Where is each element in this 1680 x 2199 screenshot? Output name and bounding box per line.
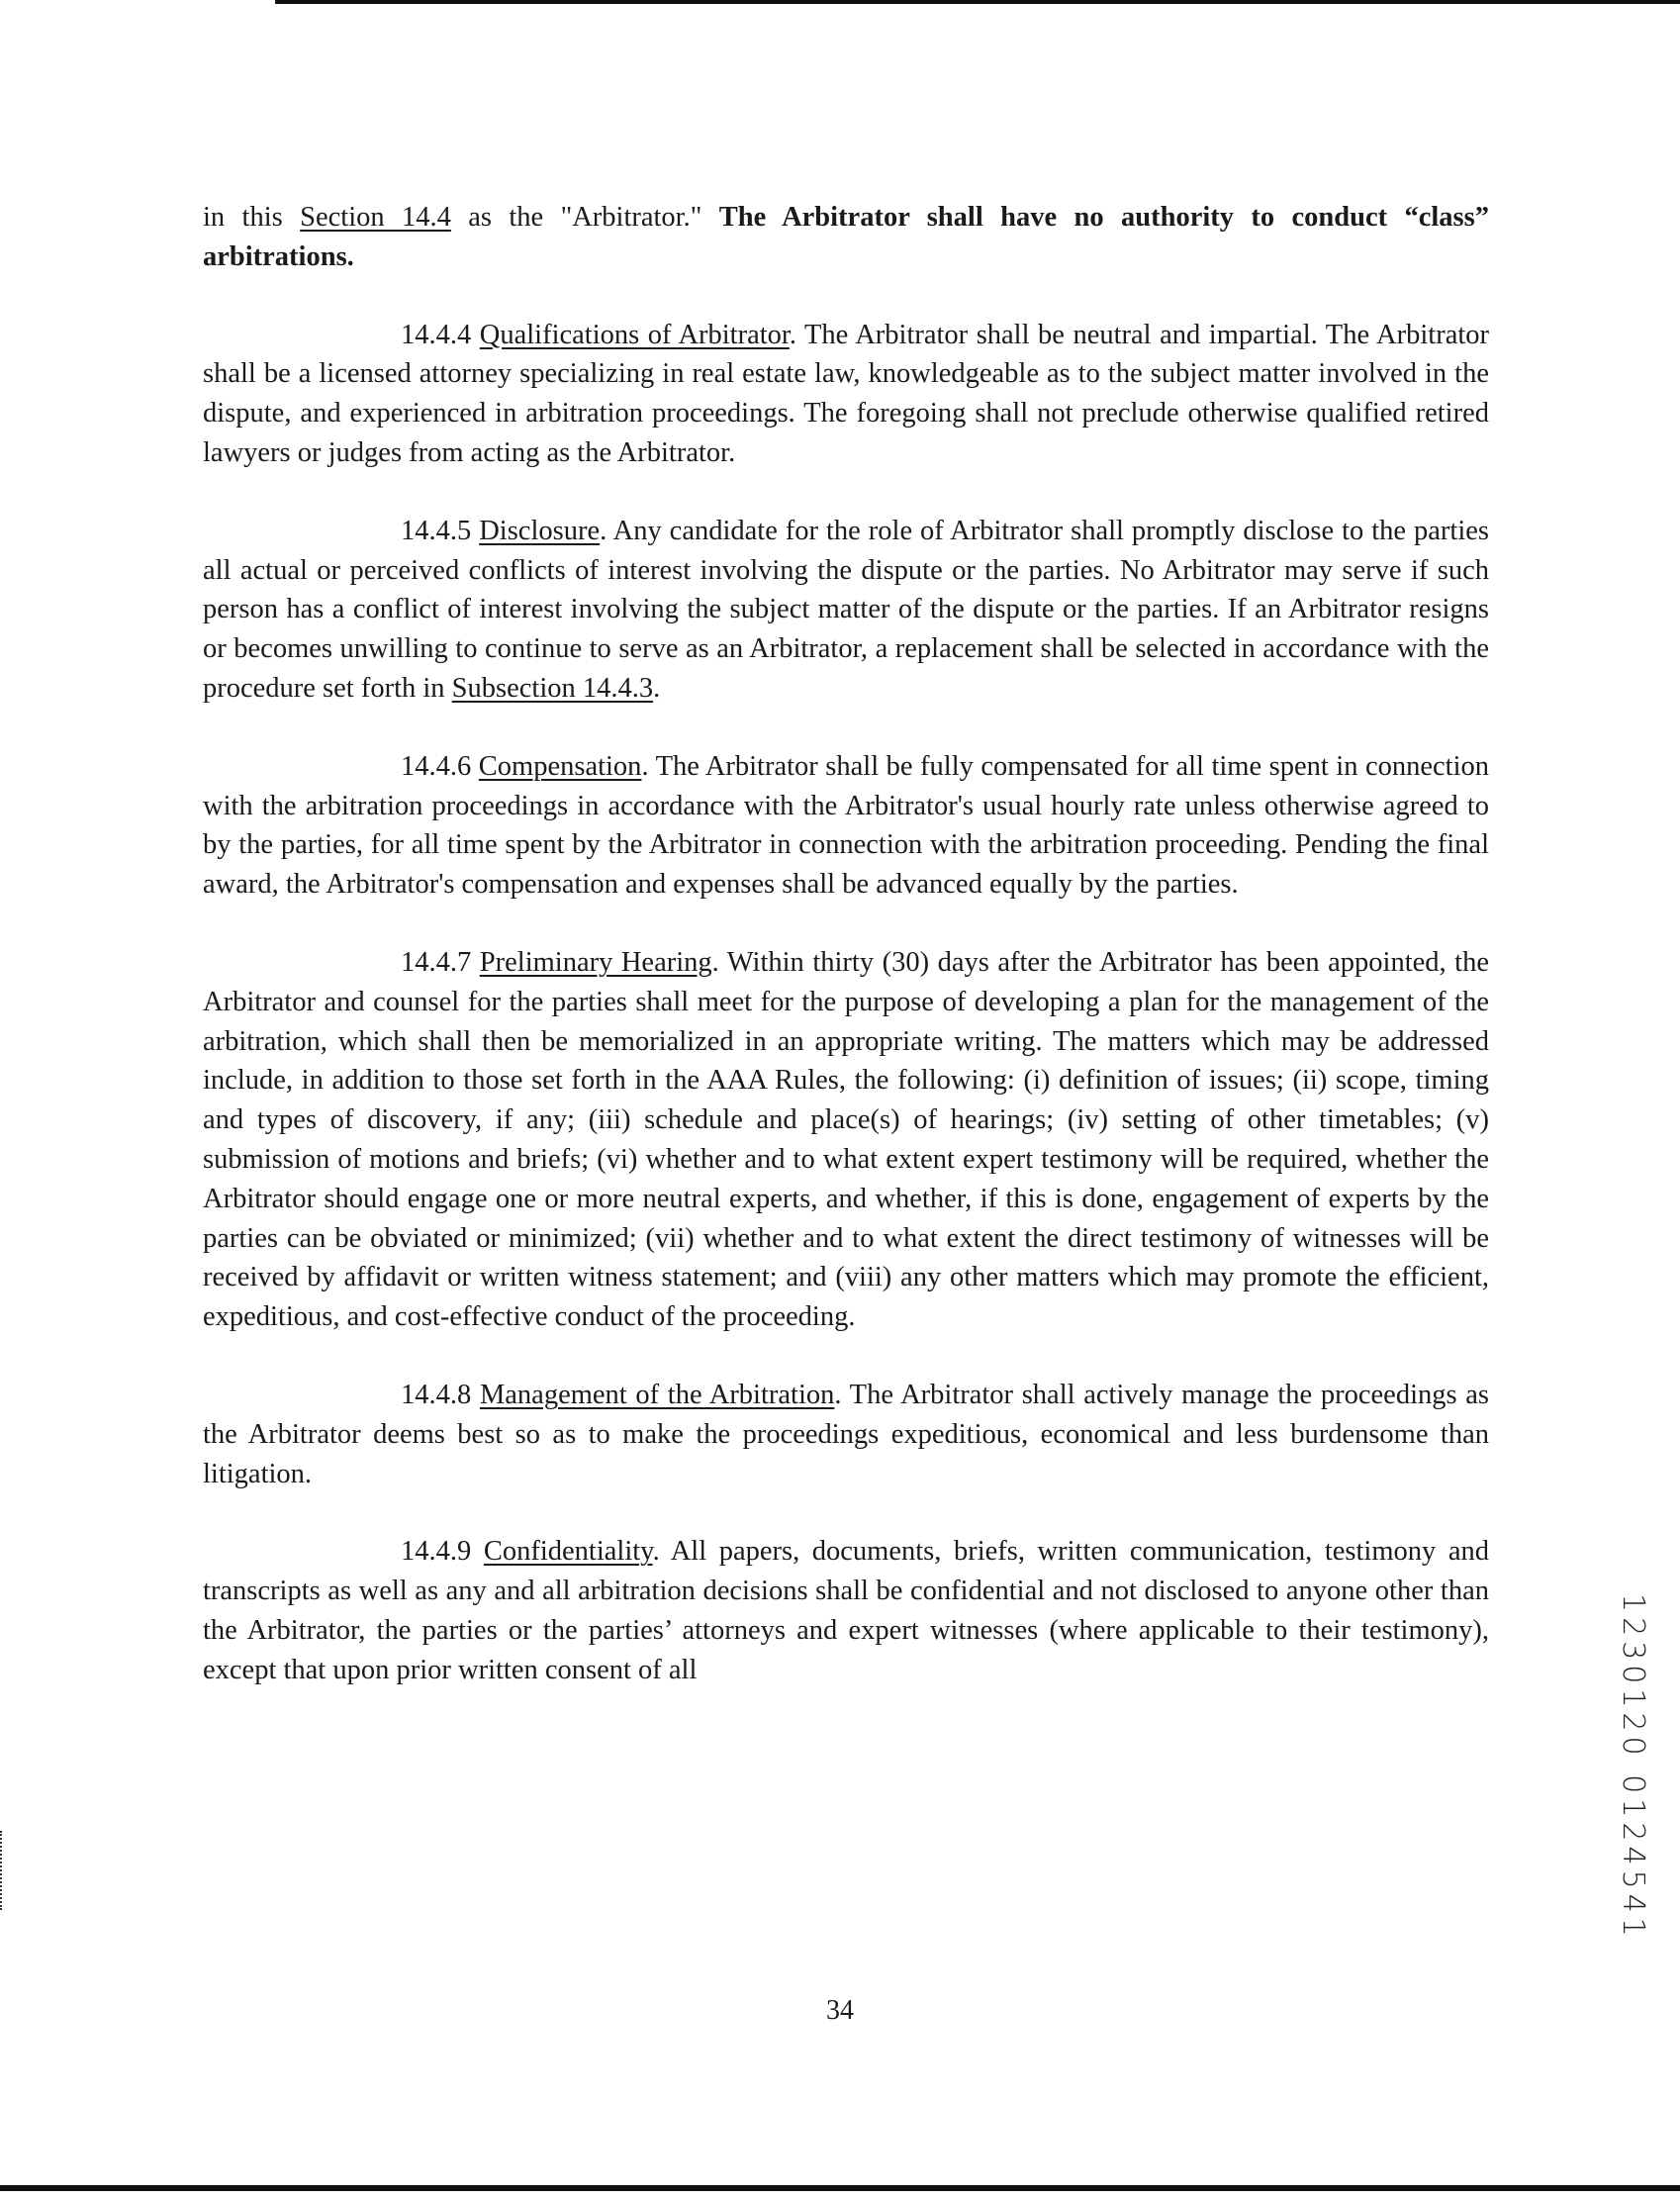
section-heading: Preliminary Hearing (479, 946, 712, 978)
section-number: 14.4.4 (401, 319, 472, 350)
section-heading: Qualifications of Arbitrator (479, 319, 790, 350)
top-scan-border (275, 0, 1680, 4)
section-number: 14.4.9 (401, 1536, 472, 1568)
document-body (203, 198, 1489, 1729)
stamp-number: 1230120 0124541 (1616, 1593, 1650, 1942)
bottom-scan-border (0, 2185, 1680, 2191)
section-text: . The Arbitrator shall be neutral and impartial. The Arbitrator shall be a licensed attorney specializing in real estate law, knowledgeable as to the subject matter involved in the dispute, and experienced in arbitration proceedings. The foregoing shall not preclude otherwise qualified retired lawyers or judges from acting as the Arbitrator. (203, 319, 1489, 468)
section-text: . The Arbitrator shall be fully compensated for all time spent in connection with the arbitration proceedings in accordance with the Arbitrator's usual hourly rate unless otherwise agreed to by the parties, for all time spent by the Arbitrator in connection with the arbitration proceeding. Pending the final award, the Arbitrator's compensation and expenses shall be advanced equally by the parties. (203, 750, 1490, 901)
section-heading: Confidentiality (483, 1536, 653, 1568)
scan-margin-marks (0, 1831, 5, 1910)
section-text: . Any candidate for the role of Arbitrator shall promptly disclose to the parties all actual or perceived conflicts of interest involving the dispute or the parties. No Arbitrator may serve if such person has a conflict of interest involving the subject matter of the dispute or the parties. If an Arbitrator resigns or becomes unwilling to continue to serve as an Arbitrator, a replacement shall be selected in accordance with the procedure set forth in (203, 515, 1489, 704)
section-heading: Disclosure (479, 515, 601, 546)
section-14-4-7 (203, 943, 1489, 1337)
page-number: 34 (826, 1995, 854, 2026)
section-reference: Section 14.4 (300, 202, 451, 233)
intro-paragraph: in this Section 14.4 as the "Arbitrator." The Arbitrator shall have no authority to conduct “class” arbitrations. (203, 202, 1489, 272)
section-text: . The Arbitrator shall actively manage the proceedings as the Arbitrator deems best so as to make the proceedings expeditious, economical and less burdensome than litigation. (203, 1379, 1490, 1489)
bold-statement: The Arbitrator shall have no authority to conduct “class” arbitrations. (203, 202, 1489, 272)
section-number: 14.4.6 (401, 750, 472, 782)
section-number: 14.4.7 (401, 946, 472, 978)
section-text: . All papers, documents, briefs, written communication, testimony and transcripts as well as any and all arbitration decisions shall be confidential and not disclosed to anyone other than the Arbitrator, the parties or the parties’ attorneys and expert witnesses (where applicable to their testimony), except that upon prior written consent of all (203, 1536, 1490, 1685)
section-number: 14.4.8 (401, 1379, 472, 1410)
section-14-4-5: 14.4.5 Disclosure. Any candidate for the role of Arbitrator shall promptly disclose to the parties all actual or perceived conflicts of interest involving the dispute or the parties. No Arbitrator may serve if such person has a conflict of interest involving the subject matter of the dispute or the parties. If an Arbitrator resigns or becomes unwilling to continue to serve as an Arbitrator, a replacement shall be selected in accordance with the procedure set forth in Subsection 14.4.3. (203, 515, 1489, 704)
section-14-4-6 (203, 747, 1489, 905)
section-heading: Compensation (478, 750, 642, 782)
section-number: 14.4.5 (401, 515, 472, 546)
section-14-4-8 (203, 1376, 1489, 1493)
section-text: . Within thirty (30) days after the Arbitrator has been appointed, the Arbitrator and counsel for the parties shall meet for the purpose of developing a plan for the management of the arbitration, which shall then be memorialized in an appropriate writing. The matters which may be addressed include, in addition to those set forth in the AAA Rules, the following: (i) definition of issues; (ii) scope, timing and types of discovery, if any; (iii) schedule and place(s) of hearings; (iv) setting of other timetables; (v) submission of motions and briefs; (vi) whether and to what extent expert testimony will be required, whether the Arbitrator should engage one or more neutral experts, and whether, if this is done, engagement of experts by the parties can be obviated or minimized; (vii) whether and to what extent the direct testimony of witnesses will be received by affidavit or written witness statement; and (viii) any other matters which may promote the efficient, expeditious, and cost-effective conduct of the proceeding. (203, 946, 1489, 1333)
subsection-reference: Subsection 14.4.3 (451, 672, 654, 704)
section-14-4-9 (203, 1532, 1489, 1689)
section-14-4-4 (203, 316, 1489, 473)
section-heading: Management of the Arbitration (479, 1379, 835, 1410)
document-stamp (1613, 1593, 1652, 1942)
